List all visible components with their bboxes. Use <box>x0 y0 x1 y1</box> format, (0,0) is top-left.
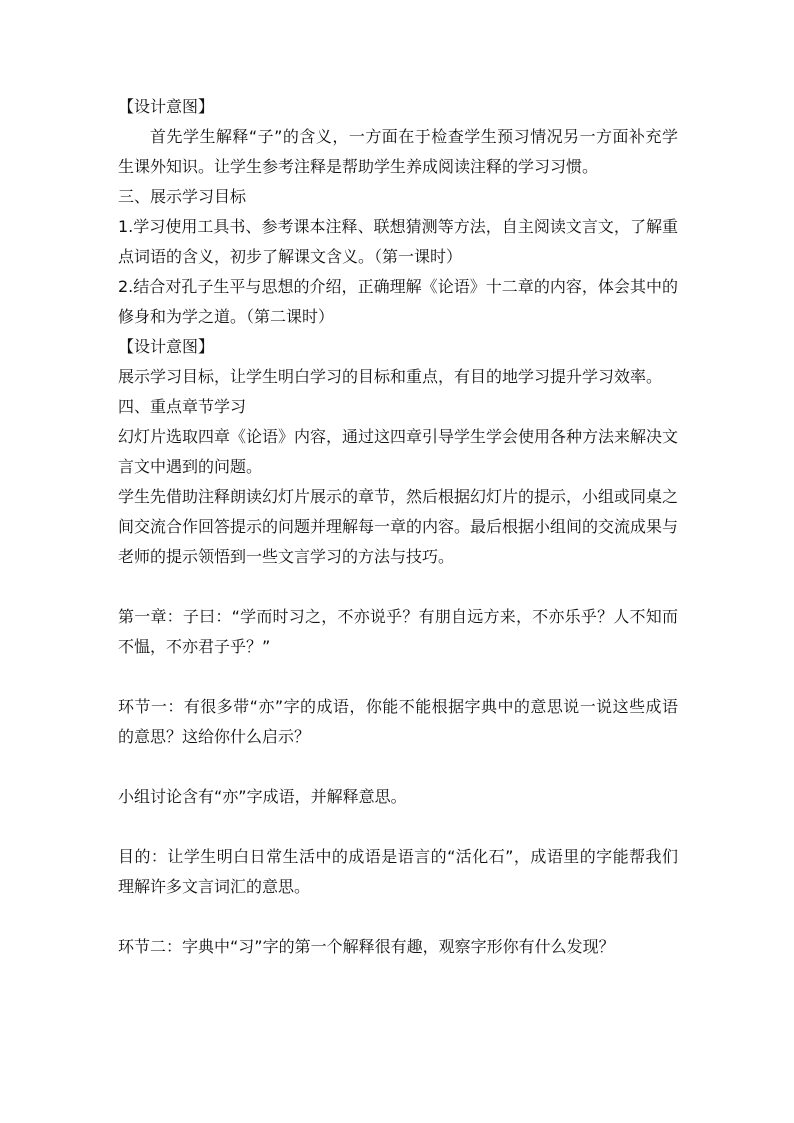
document-body <box>118 92 678 962</box>
spacer <box>118 662 678 692</box>
step-two-paragraph: 环节二：字典中“习”字的第一个解释很有趣，观察字形你有什么发现？ <box>118 937 615 956</box>
step-one-paragraph: 环节一：有很多带“亦”字的成语，你能不能根据字典中的意思说一说这些成语的意思？这给你什么启示？ <box>118 697 678 746</box>
section-heading-key-chapters: 四、重点章节学习 <box>118 397 247 416</box>
design-intent-heading-2: 【设计意图】 <box>118 337 215 356</box>
design-intent-heading: 【设计意图】 <box>118 97 215 116</box>
learning-goal-2: 2.结合对孔子生平与思想的介绍，正确理解《论语》十二章的内容，体会其中的修身和为学之道。（第二课时） <box>118 277 678 326</box>
student-activity-paragraph: 学生先借助注释朗读幻灯片展示的章节，然后根据幻灯片的提示，小组或同桌之间交流合作回答提示的问题并理解每一章的内容。最后根据小组间的交流成果与老师的提示领悟到一些文言学习的方法与技巧。 <box>118 487 679 566</box>
slides-paragraph: 幻灯片选取四章《论语》内容，通过这四章引导学生学会使用各种方法来解决文言文中遇到的问题。 <box>118 427 679 476</box>
learning-goal-1: 1.学习使用工具书、参考课本注释、联想猜测等方法，自主阅读文言文，了解重点词语的含义，初步了解课文含义。（第一课时） <box>118 217 678 266</box>
chapter-one-quote: 第一章：子曰：“学而时习之，不亦说乎？有朋自远方来，不亦乐乎？人不知而不愠，不亦君子乎？” <box>118 607 678 656</box>
design-intent-paragraph: 首先学生解释“子”的含义，一方面在于检查学生预习情况另一方面补充学生课外知识。让学生参考注释是帮助学生养成阅读注释的学习习惯。 <box>118 127 678 176</box>
purpose-paragraph: 目的：让学生明白日常生活中的成语是语言的“活化石”，成语里的字能帮我们理解许多文言词汇的意思。 <box>118 847 678 896</box>
group-discussion-paragraph: 小组讨论含有“亦”字成语，并解释意思。 <box>118 787 407 806</box>
spacer <box>118 752 678 782</box>
spacer <box>118 902 678 932</box>
spacer <box>118 572 678 602</box>
design-intent-paragraph-2: 展示学习目标，让学生明白学习的目标和重点，有目的地学习提升学习效率。 <box>118 367 663 386</box>
spacer <box>118 812 678 842</box>
section-heading-learning-goals: 三、展示学习目标 <box>118 187 247 206</box>
